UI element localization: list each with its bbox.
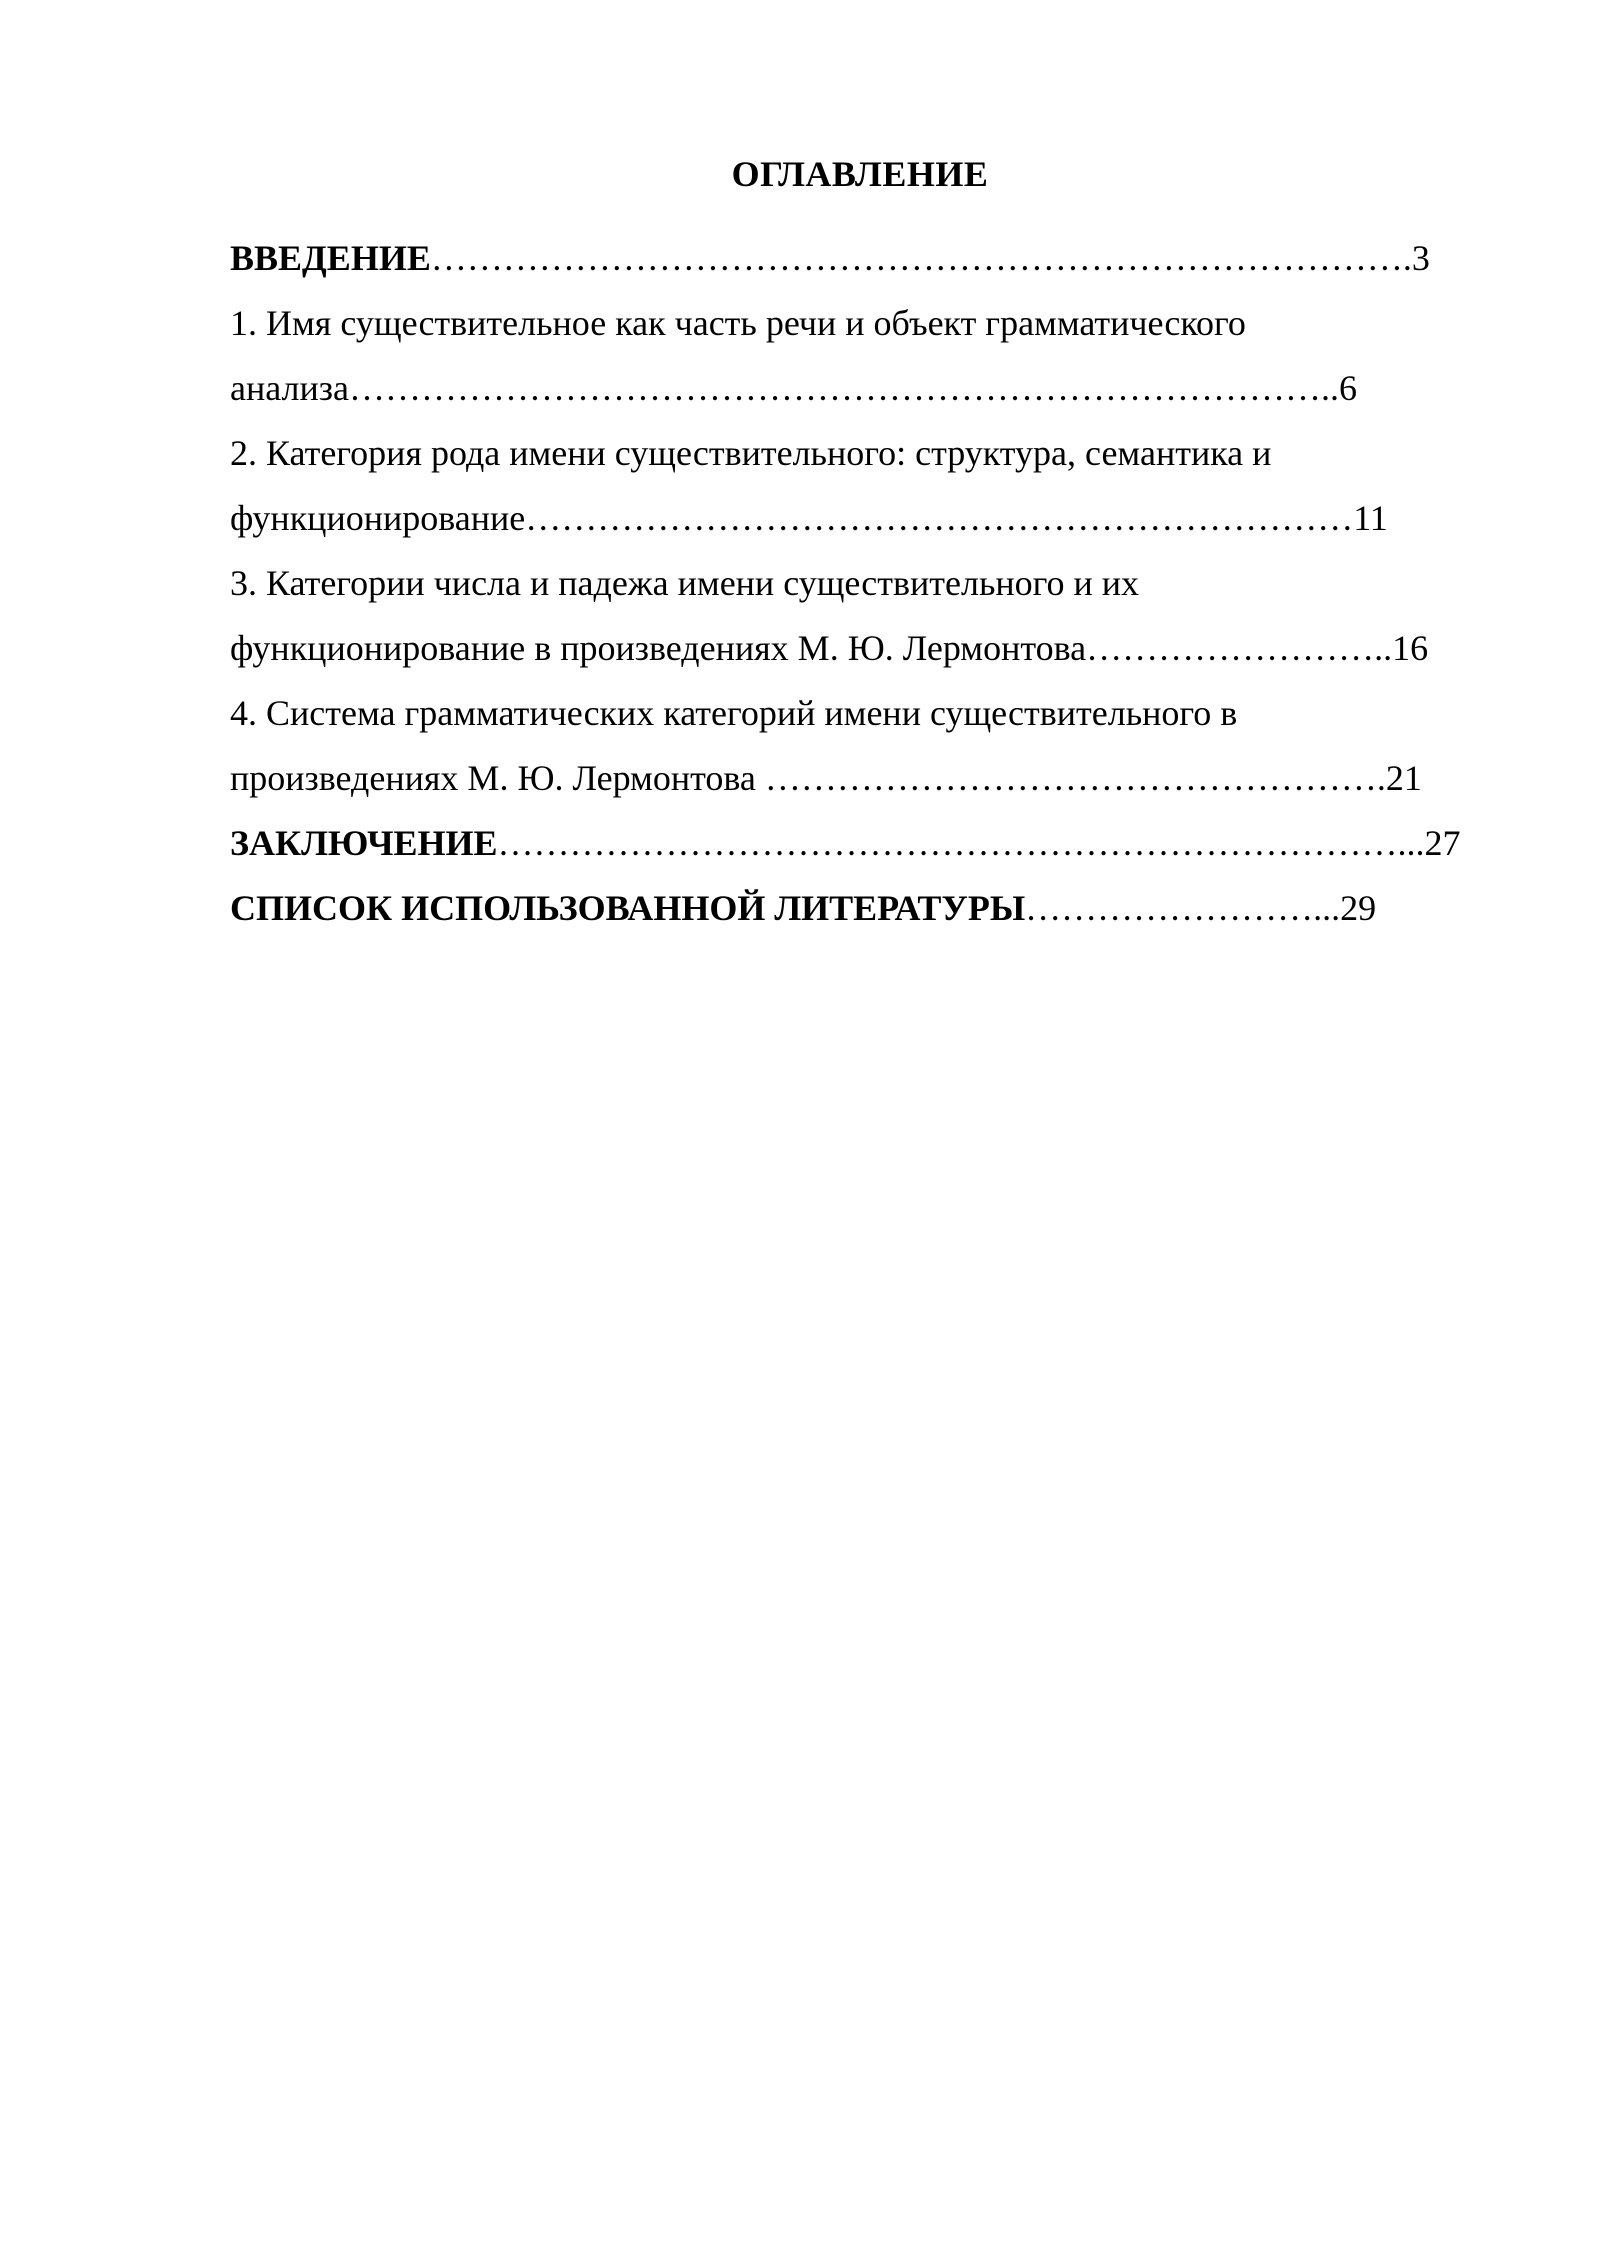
toc-dot-leader: …………………………………………………………………... bbox=[497, 823, 1425, 863]
toc-entry-chapter-3-line-1[interactable] bbox=[230, 551, 1500, 616]
toc-page-number: 16 bbox=[1392, 628, 1429, 668]
toc-dot-leader: ……………………………………………………………………….. bbox=[348, 368, 1339, 408]
toc-entry-title: анализа bbox=[230, 368, 349, 408]
toc-dot-leader: ………………………………………………………………………. bbox=[430, 238, 1412, 278]
toc-page-number: 21 bbox=[1385, 758, 1422, 798]
toc-entry-title: функционирование bbox=[230, 498, 526, 538]
toc-entry-title: 1. Имя существительное как часть речи и объект грамматического bbox=[230, 303, 1246, 343]
toc-entry-title: СПИСОК ИСПОЛЬЗОВАННОЙ ЛИТЕРАТУРЫ bbox=[230, 888, 1026, 928]
toc-entry-chapter-4-line-2[interactable] bbox=[230, 746, 1500, 811]
toc-entry-chapter-4-line-1[interactable] bbox=[230, 681, 1500, 746]
toc-entry-title: 3. Категории числа и падежа имени существительного и их bbox=[230, 563, 1140, 603]
toc-entry-chapter-3-line-2[interactable] bbox=[230, 616, 1500, 681]
toc-entry-title: ЗАКЛЮЧЕНИЕ bbox=[230, 823, 498, 863]
toc-page-number: 11 bbox=[1353, 498, 1388, 538]
toc-page-number: 27 bbox=[1424, 823, 1461, 863]
toc-page-number: 3 bbox=[1411, 238, 1430, 278]
toc-entry-chapter-2-line-1[interactable] bbox=[230, 421, 1500, 486]
toc-entry-conclusion[interactable] bbox=[230, 811, 1500, 876]
toc-entry-title: ВВЕДЕНИЕ bbox=[230, 238, 431, 278]
toc-entry-introduction[interactable] bbox=[230, 226, 1500, 291]
toc-page-number: 6 bbox=[1338, 368, 1357, 408]
toc-dot-leader: …………………………………………………………… bbox=[525, 498, 1354, 538]
toc-entry-title: функционирование в произведениях М. Ю. Лермонтова bbox=[230, 628, 1087, 668]
toc-entry-title: 2. Категория рода имени существительного: структура, семантика и bbox=[230, 433, 1272, 473]
toc-entry-chapter-1-line-1[interactable] bbox=[230, 291, 1500, 356]
toc-entry-title: произведениях М. Ю. Лермонтова bbox=[230, 758, 765, 798]
toc-page-number: 29 bbox=[1340, 888, 1377, 928]
toc-entry-title: 4. Система грамматических категорий имени существительного в bbox=[230, 693, 1238, 733]
toc-entry-chapter-1-line-2[interactable] bbox=[230, 356, 1500, 421]
toc-entry-chapter-2-line-2[interactable] bbox=[230, 486, 1500, 551]
toc-dot-leader: …………………….. bbox=[1086, 628, 1393, 668]
table-of-contents bbox=[230, 226, 1500, 941]
toc-entry-bibliography[interactable] bbox=[230, 876, 1500, 941]
toc-dot-leader: ……………………………………………. bbox=[764, 758, 1386, 798]
toc-heading: ОГЛАВЛЕНИЕ bbox=[731, 154, 989, 194]
toc-dot-leader: ……………………... bbox=[1025, 888, 1341, 928]
